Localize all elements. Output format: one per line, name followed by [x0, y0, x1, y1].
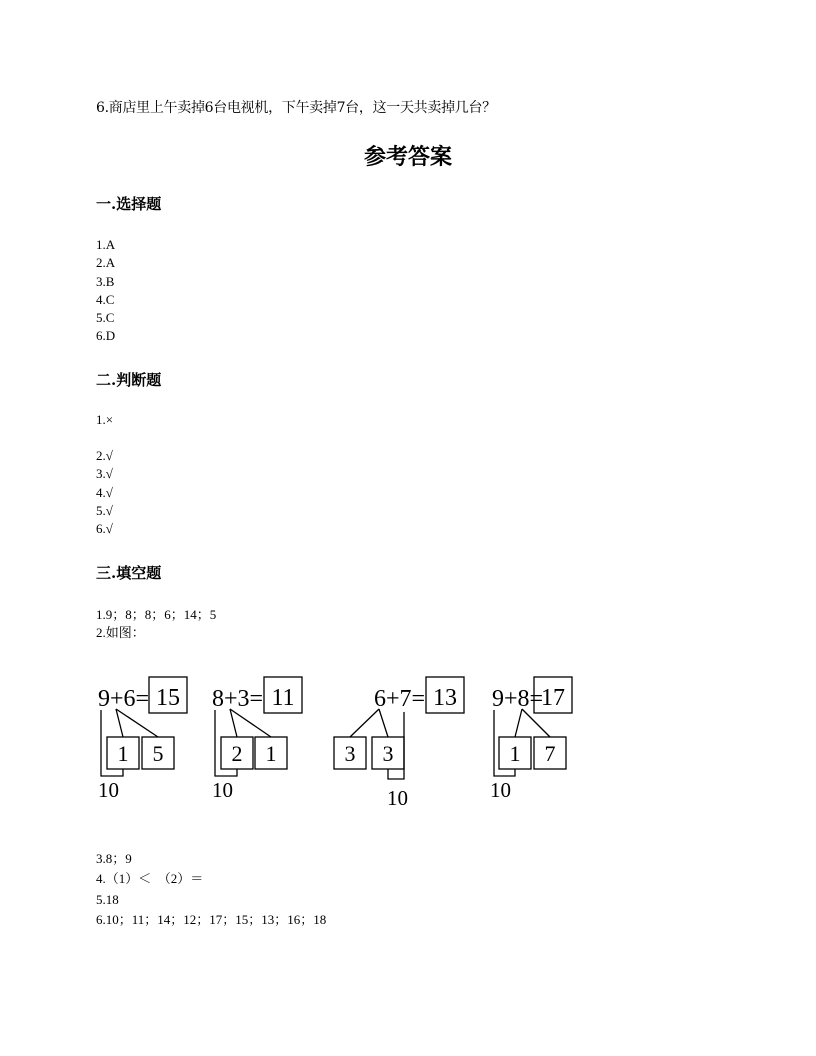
split-value: 7 — [544, 741, 556, 766]
answer-item: 4.√ — [96, 484, 113, 500]
split-value: 2 — [231, 741, 243, 766]
result-value: 11 — [271, 685, 295, 711]
ten-label: 10 — [212, 778, 233, 802]
split-value: 3 — [344, 741, 356, 766]
answer-item: 3.8；9 — [96, 851, 132, 866]
result-value: 15 — [156, 685, 180, 711]
answer-item: 2.A — [96, 255, 116, 271]
make-ten-diagrams — [94, 672, 594, 812]
split-line — [515, 709, 522, 737]
result-value: 17 — [541, 685, 565, 711]
ten-label: 10 — [98, 778, 119, 802]
result-value: 13 — [433, 685, 457, 711]
section-heading-fill: 三.填空题 — [96, 564, 162, 582]
answer-item: 5.C — [96, 310, 115, 326]
fill-answers-after-figure — [96, 849, 326, 930]
split-value: 5 — [152, 741, 164, 766]
section-heading-choice: 一.选择题 — [96, 195, 162, 213]
answer-item: 4.C — [96, 291, 115, 307]
split-value: 3 — [382, 741, 394, 766]
ten-label: 10 — [387, 786, 408, 810]
answer-item: 5.18 — [96, 891, 119, 907]
answer-item: 6.D — [96, 328, 116, 344]
answer-item: 2.如图： — [96, 625, 145, 641]
answer-item: 4.（1）＜ （2）＝ — [96, 871, 204, 887]
split-value: 1 — [509, 741, 521, 766]
answer-item: 3.B — [96, 273, 115, 289]
split-value: 1 — [265, 741, 277, 766]
answer-item: 2.√ — [96, 448, 113, 463]
split-value: 1 — [117, 741, 129, 766]
equation-expression: 6+7= — [374, 686, 426, 712]
ten-label: 10 — [490, 778, 511, 802]
equation-expression: 9+6= — [98, 686, 150, 712]
answer-item: 1.9；8；8；6；14；5 — [96, 607, 217, 622]
answer-item: 6.10；11；14；12；17；15；13；16；18 — [96, 911, 327, 927]
make-ten-figure — [94, 672, 594, 812]
answer-item: 1.A — [96, 237, 116, 252]
answer-item: 3.√ — [96, 466, 113, 482]
answer-item: 6.√ — [96, 521, 113, 537]
answer-item: 1.× — [96, 412, 114, 427]
judgement-answer-first — [96, 411, 113, 429]
split-line — [350, 709, 379, 737]
equation-expression: 8+3= — [212, 686, 264, 712]
section-heading-judgement: 二.判断题 — [96, 371, 162, 389]
equation-expression: 9+8= — [492, 686, 544, 712]
judgement-answers-list — [96, 447, 113, 538]
page-title: 参考答案 — [363, 144, 452, 170]
split-line — [379, 709, 388, 737]
answer-item: 5.√ — [96, 502, 113, 518]
question-6: 6.商店里上午卖掉6台电视机，下午卖掉7台，这一天共卖掉几台？ — [96, 100, 496, 116]
choice-answers-list — [96, 236, 115, 346]
fill-answers-before-figure — [96, 606, 216, 643]
